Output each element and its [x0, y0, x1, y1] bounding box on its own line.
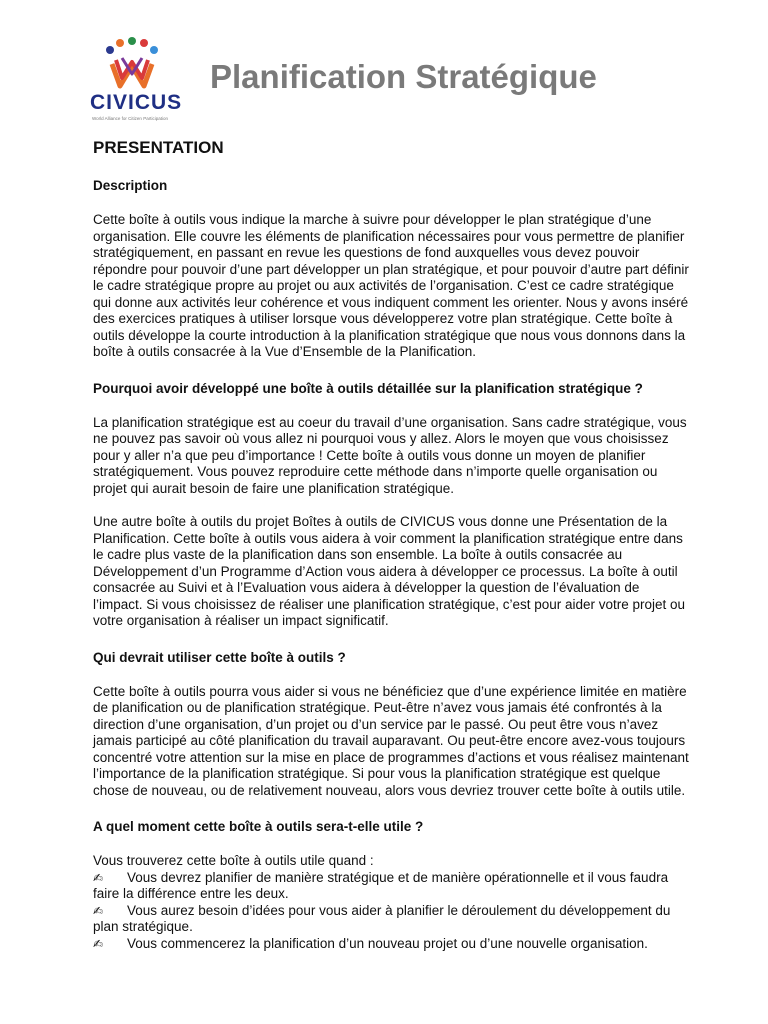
logo-tagline: World Alliance for Citizen Participation — [92, 116, 168, 121]
list-item-text: Vous devrez planifier de manière stratégique et de manière opérationnelle et il vous faudra faire la différence entre les deux. — [93, 869, 669, 901]
list-item-text: Vous aurez besoin d’idées pour vous aider à planifier le déroulement du développement du plan stratégique. — [93, 902, 671, 934]
heading-quand: A quel moment cette boîte à outils sera-t-elle utile ? — [93, 819, 424, 834]
civicus-logo — [86, 36, 183, 122]
paragraph: Cette boîte à outils pourra vous aider si vous ne bénéficiez que d’une expérience limitée en matière de planification ou de planification stratégique. Peut-être n’avez vous jamais été confrontés à la direction d’une organisation, d’un projet ou d’un service par le passé. Ou peut être vous n’avez jamais participé au côté planification du travail auparavant. Ou peut-être encore avez-vous toujours concentré votre attention sur la mise en place de programmes d’actions et vous réalisez maintenant l’importance de la planification stratégique. Si pour vous la planification stratégique est quelque chose de nouveau, ou de relativement nouveau, alors vous devriez trouver cette boîte à outils utile. — [93, 683, 689, 798]
section-title: PRESENTATION — [93, 138, 224, 157]
bullet-list — [93, 870, 689, 953]
list-item — [93, 870, 689, 903]
list-item — [93, 936, 689, 953]
paragraph: Une autre boîte à outils du projet Boîtes à outils de CIVICUS vous donne une Présentation de la Planification. Cette boîte à outils vous aidera à voir comment la planification stratégique entre dans le cadre plus vaste de la planification dans son ensemble. La boîte à outils consacrée au Développement d’un Programme d’Action vous aidera à développer ce processus. La boîte à outil consacrée au Suivi et à l’Evaluation vous aidera à développer la question de l’évaluation de l’impact. Si vous choisissez de réaliser une planification stratégique, c’est pour aider votre projet ou votre organisation à réaliser un impact significatif. — [93, 514, 686, 628]
heading-qui: Qui devrait utiliser cette boîte à outils ? — [93, 649, 346, 665]
heading-pourquoi: Pourquoi avoir développé une boîte à outils détaillée sur la planification stratégique ? — [93, 380, 643, 396]
writing-hand-icon: ✍ — [93, 936, 104, 951]
paragraph: La planification stratégique est au coeur du travail d’une organisation. Sans cadre stratégique, vous ne pouvez pas savoir où vous allez ni pourquoi vous y allez. Alors le moyen que vous choisissez pour y aller n’a que peu d’importance ! Cette boîte à outils vous donne un moyen de planifier stratégiquement. Vous pouvez reproduire cette méthode dans n’importe quelle organisation ou projet qui aurait besoin de faire une planification stratégique. — [93, 414, 687, 496]
writing-hand-icon: ✍ — [93, 903, 104, 918]
paragraph: Vous trouverez cette boîte à outils utile quand : — [93, 853, 374, 868]
list-item — [93, 903, 689, 936]
civicus-emblem-icon — [98, 36, 166, 92]
page-title: Planification Stratégique — [210, 58, 597, 95]
paragraph: Cette boîte à outils vous indique la marche à suivre pour développer le plan stratégique d’une organisation. Elle couvre les éléments de planification nécessaires pour vous permettre de planifier stratégiquement, en passant en revue les questions de fond auxquelles vous devez pouvoir répondre pour pouvoir d’une part développer un plan stratégique, et pour pouvoir d’autre part définir le cadre stratégique propre au projet ou aux activités de l’organisation. C’est ce cadre stratégique qui donne aux activités leur cohérence et vous indiquent comment les orienter. Nous y avons inséré des exercices pratiques à utiliser lorsque vous développerez votre plan stratégique. Cette boîte à outils développe la courte introduction à la planification stratégique que nous vous donnons dans la boîte à outils consacrée à la Vue d’Ensemble de la Planification. — [93, 212, 689, 359]
logo-wordmark: CIVICUS — [90, 91, 183, 114]
heading-description: Description — [93, 178, 168, 193]
document-body — [93, 138, 689, 952]
writing-hand-icon: ✍ — [93, 870, 104, 885]
list-item-text: Vous commencerez la planification d’un nouveau projet ou d’une nouvelle organisation. — [127, 935, 648, 951]
